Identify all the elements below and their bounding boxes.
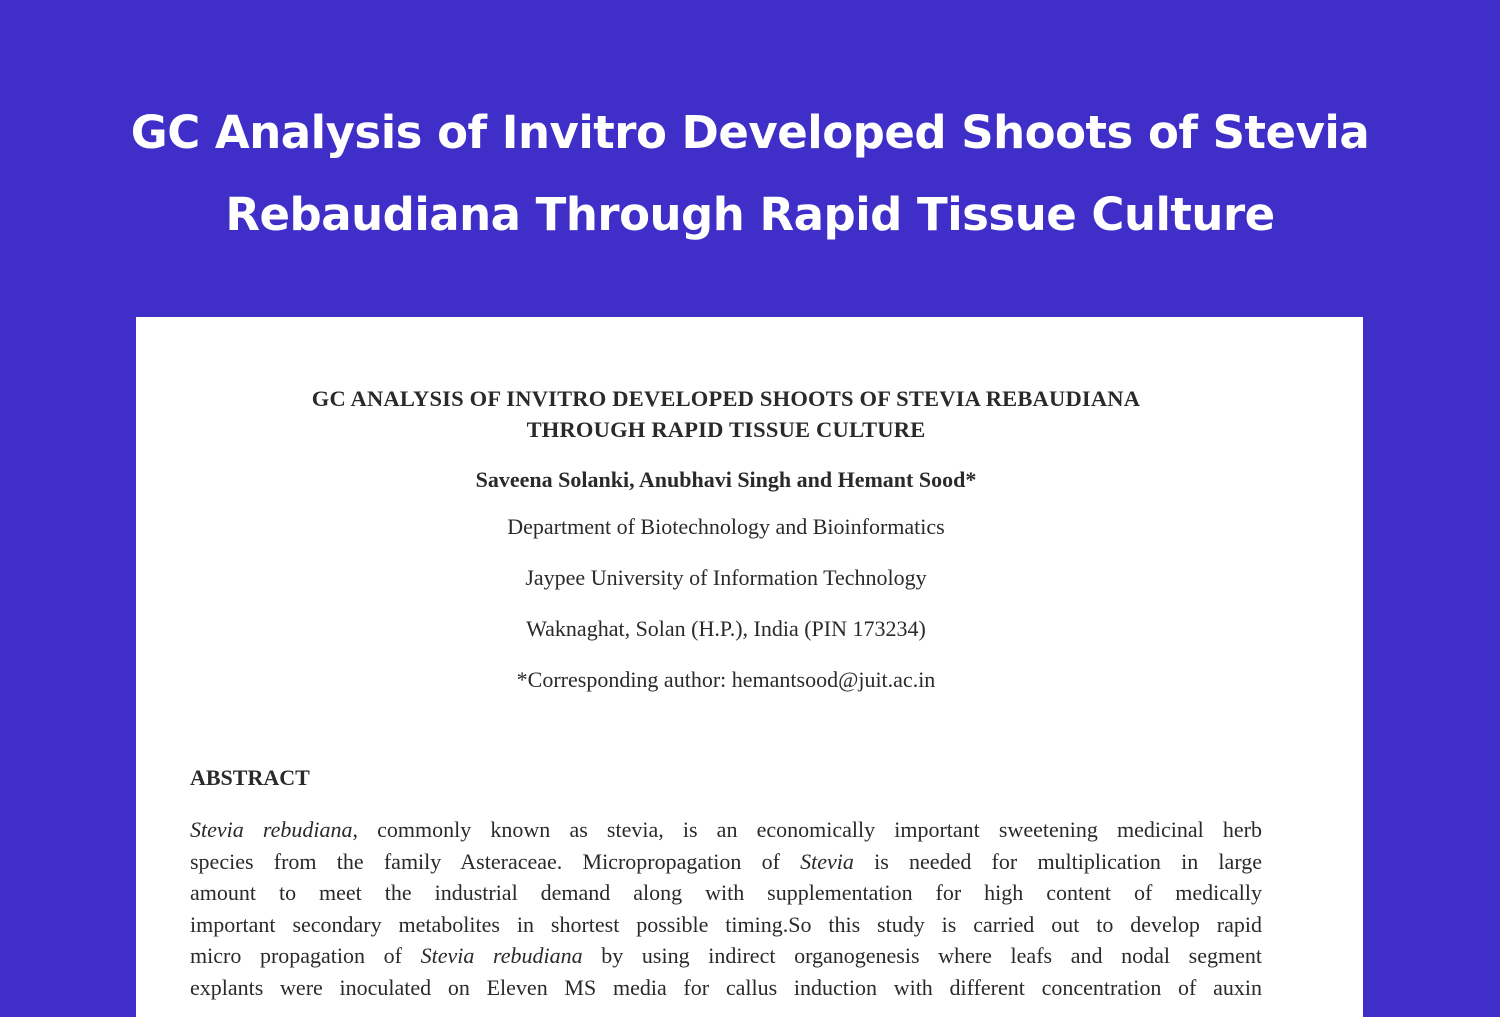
abstract-body [190, 814, 1262, 1004]
abstract-text: , commonly known as stevia, is an economically important sweetening medicinal herb [352, 817, 1262, 842]
affiliation-department: Department of Biotechnology and Bioinformatics [507, 514, 945, 539]
banner-title-line-2: Rebaudiana Through Rapid Tissue Culture [225, 188, 1275, 241]
abstract-text: species from the family Asteraceae. Micropropagation of [190, 848, 801, 874]
corresponding-author: *Corresponding author: hemantsood@juit.ac.in [516, 667, 936, 692]
abstract-line [190, 814, 1262, 846]
abstract-line [190, 846, 1262, 878]
abstract-text: micro propagation of [190, 943, 421, 969]
paper-preview [136, 317, 1363, 1017]
paper-title-line-1: GC ANALYSIS OF INVITRO DEVELOPED SHOOTS OF STEVIA REBAUDIANA [311, 386, 1141, 411]
abstract-text: is needed for multiplication in large [853, 848, 1263, 874]
affiliation-university: Jaypee University of Information Technology [525, 565, 927, 590]
affiliation-address: Waknaghat, Solan (H.P.), India (PIN 173234) [526, 616, 926, 641]
banner-title [0, 92, 1500, 256]
abstract-heading: ABSTRACT [190, 765, 310, 790]
paper-title [136, 383, 1316, 445]
abstract-line [190, 909, 1262, 941]
abstract-line [190, 940, 1262, 972]
abstract-text: amount to meet the industrial demand along with supplementation for high content of medically [190, 880, 1262, 906]
abstract-text: important secondary metabolites in shortest possible timing.So this study is carried out to develop rapid [190, 911, 1262, 937]
paper-title-line-2: THROUGH RAPID TISSUE CULTURE [526, 417, 926, 442]
paper-authors: Saveena Solanki, Anubhavi Singh and Hemant Sood* [475, 467, 977, 492]
abstract-italic-term: Stevia rebudiana [190, 817, 353, 842]
abstract-line [190, 877, 1262, 909]
abstract-line [190, 972, 1262, 1004]
abstract-italic-term: Stevia [800, 848, 854, 874]
abstract-italic-term: Stevia rebudiana [420, 943, 583, 969]
abstract-text: explants were inoculated on Eleven MS media for callus induction with different concentration of auxin [190, 974, 1262, 1000]
abstract-text: by using indirect organogenesis where leafs and nodal segment [582, 943, 1262, 969]
banner-title-line-1: GC Analysis of Invitro Developed Shoots of Stevia [130, 106, 1370, 159]
